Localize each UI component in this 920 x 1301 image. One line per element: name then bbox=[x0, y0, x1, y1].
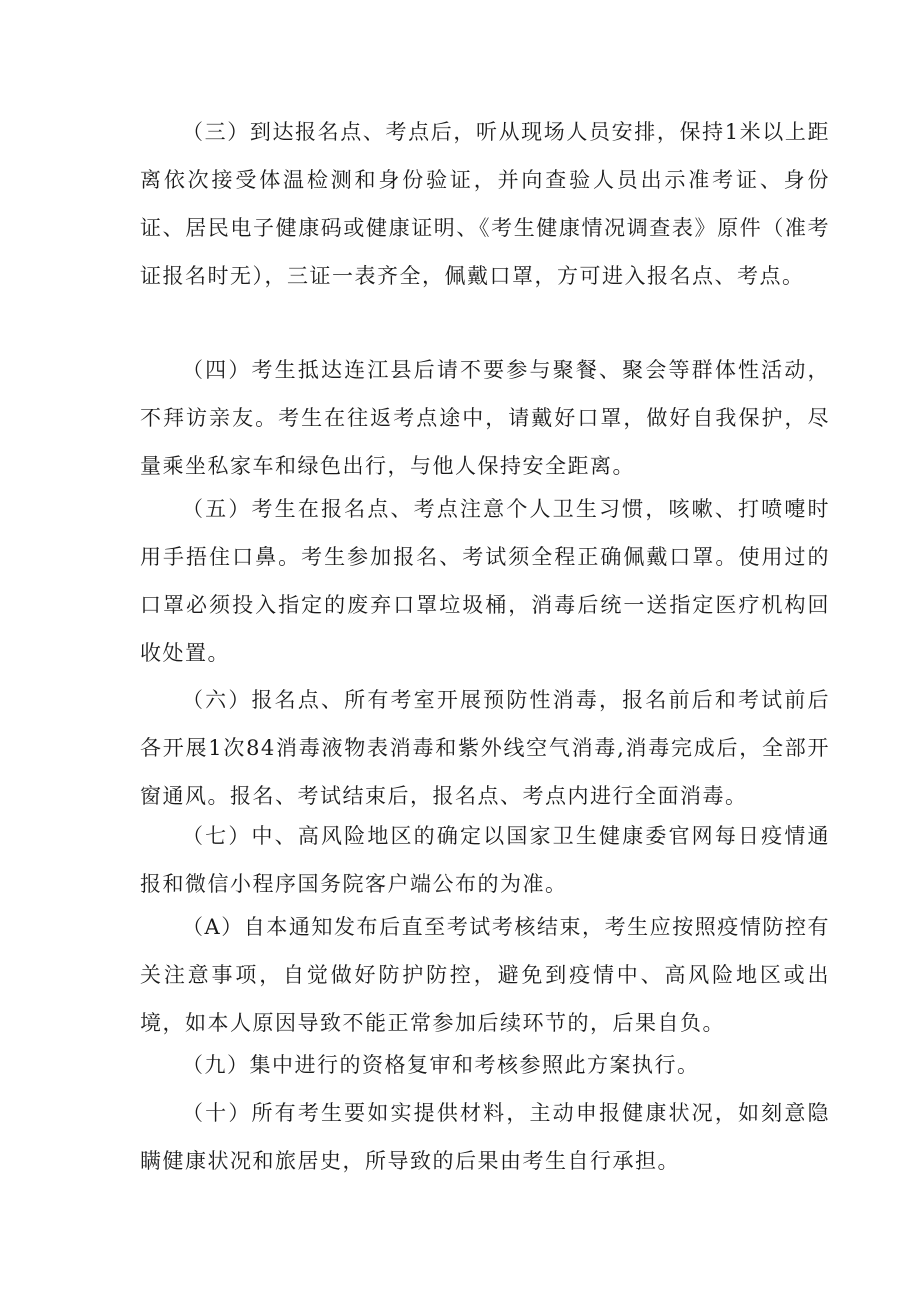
paragraph-item-9: （九）集中进行的资格复审和考核参照此方案执行。 bbox=[182, 1053, 700, 1077]
paragraph-item-8: （A）自本通知发布后直至考试考核结束，考生应按照疫情防控有关注意事项，自觉做好防护防控，避免到疫情中、高风险地区或出境，如本人原因导致不能正常参加后续环节的，后果自负。 bbox=[140, 915, 830, 1035]
paragraph-item-10: （十）所有考生要如实提供材料，主动申报健康状况，如刻意隐瞒健康状况和旅居史，所导致的后果由考生自行承担。 bbox=[140, 1101, 830, 1173]
paragraph-item-6: （六）报名点、所有考室开展预防性消毒，报名前后和考试前后各开展1次84消毒液物表消毒和紫外线空气消毒,消毒完成后，全部开窗通风。报名、考试结束后，报名点、考点内进行全面消毒。 bbox=[140, 688, 830, 808]
paragraph-item-3: （三）到达报名点、考点后，听从现场人员安排，保持1米以上距离依次接受体温检测和身份验证，并向查验人员出示准考证、身份证、居民电子健康码或健康证明、《考生健康情况调查表》原件（准考证报名时无），三证一表齐全，佩戴口罩，方可进入报名点、考点。 bbox=[140, 120, 830, 288]
paragraph-item-4: （四）考生抵达连江县后请不要参与聚餐、聚会等群体性活动，不拜访亲友。考生在往返考点途中，请戴好口罩，做好自我保护，尽量乘坐私家车和绿色出行，与他人保持安全距离。 bbox=[140, 358, 830, 478]
paragraph-item-7: （七）中、高风险地区的确定以国家卫生健康委官网每日疫情通报和微信小程序国务院客户端公布的为准。 bbox=[140, 824, 830, 896]
paragraph-item-5: （五）考生在报名点、考点注意个人卫生习惯，咳嗽、打喷嚏时用手捂住口鼻。考生参加报名、考试须全程正确佩戴口罩。使用过的口罩必须投入指定的废弃口罩垃圾桶，消毒后统一送指定医疗机构回收处置。 bbox=[140, 497, 830, 665]
